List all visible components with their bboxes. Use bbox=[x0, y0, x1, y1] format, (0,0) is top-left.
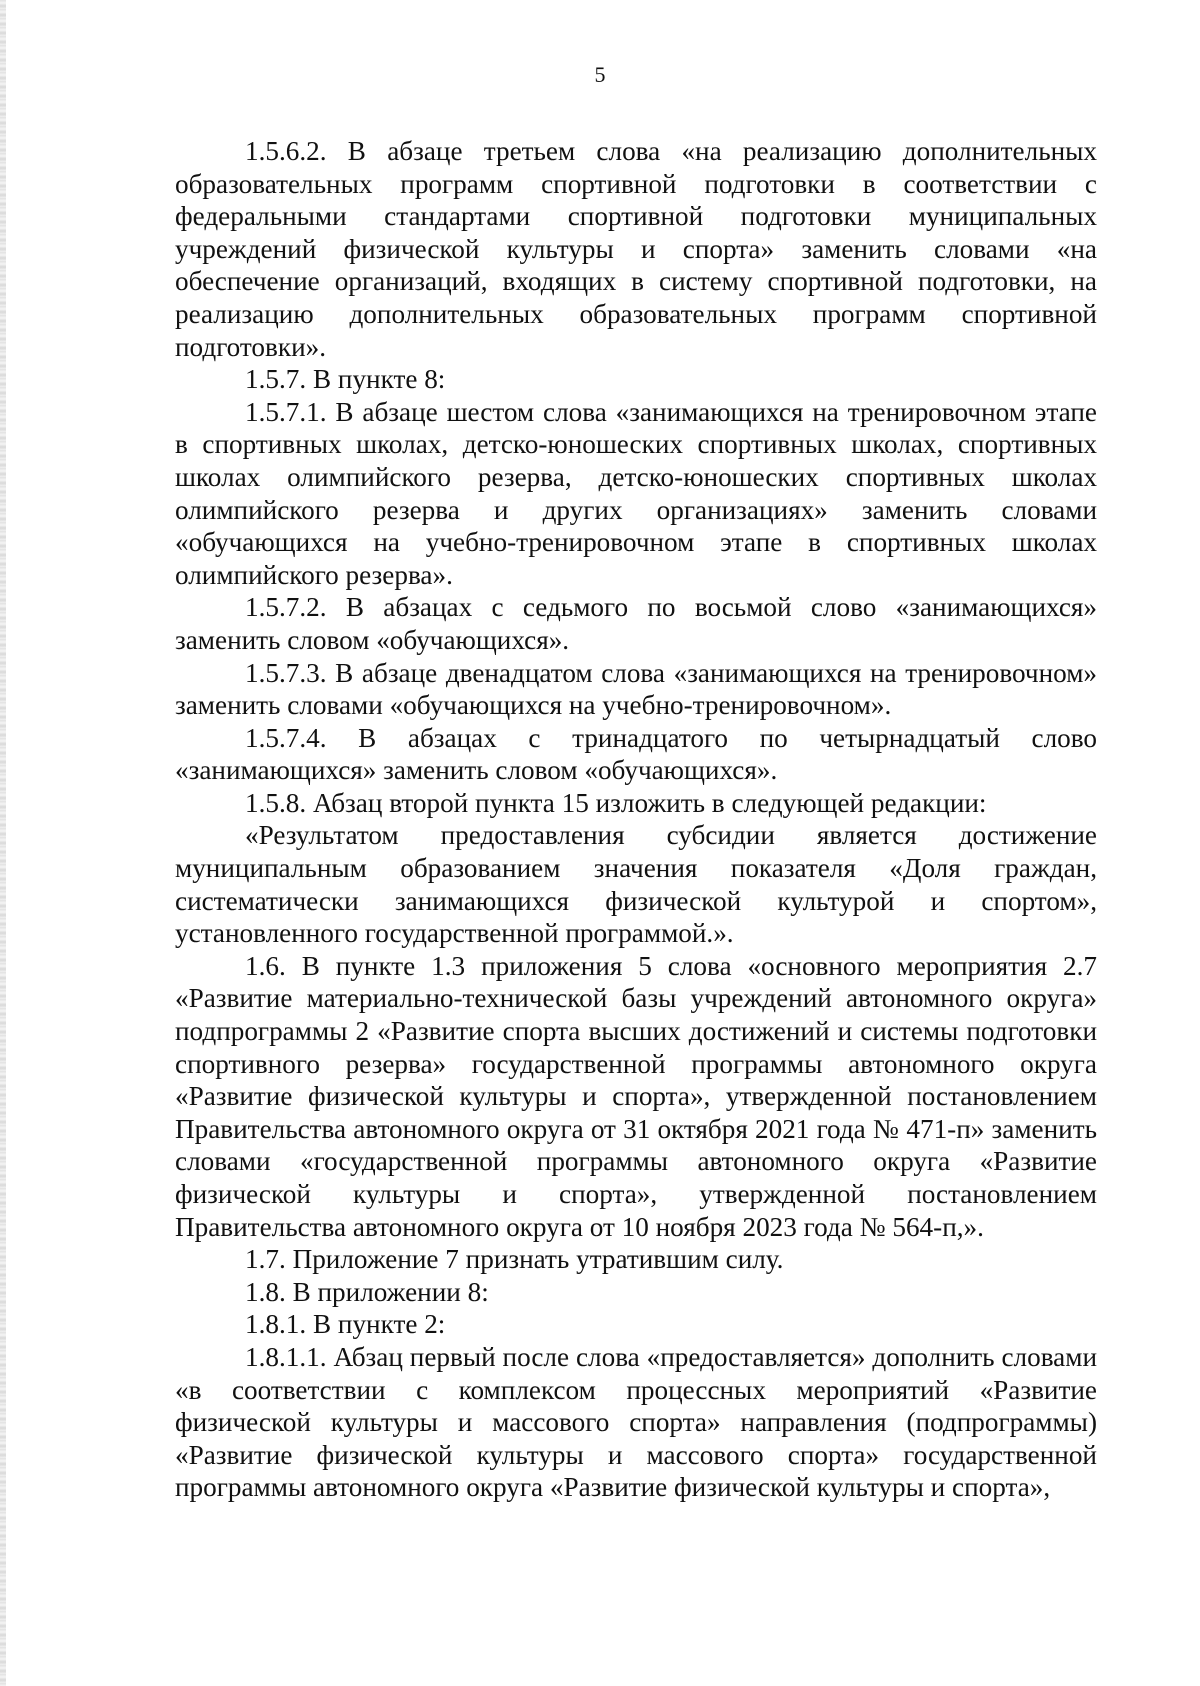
paragraph-1-5-7-4: 1.5.7.4. В абзацах с тринадцатого по четырнадцатый слово «занимающихся» заменить словом «обучающихся». bbox=[175, 722, 1097, 786]
paragraph-1-5-7-1: 1.5.7.1. В абзаце шестом слова «занимающихся на тренировочном этапе в спортивных школах, детско-юношеских спортивных школах, спортивных школах олимпийского резерва, детско-юношеских спортивных школах олимпийского резерва и других организациях» заменить словами «обучающихся на учебно-тренировочном этапе в спортивных школах олимпийского резерва». bbox=[175, 396, 1097, 590]
paragraph-1-5-7-2: 1.5.7.2. В абзацах с седьмого по восьмой слово «занимающихся» заменить словом «обучающихся». bbox=[175, 592, 1097, 655]
paragraph-1-8-1: 1.8.1. В пункте 2: bbox=[245, 1309, 446, 1340]
paragraph-1-8-1-1: 1.8.1.1. Абзац первый после слова «предоставляется» дополнить словами «в соответствии с комплексом процессных мероприятий «Развитие физической культуры и массового спорта» направления (подпрограммы) «Развитие физической культуры и массового спорта» государственной программы автономного округа «Развитие физической культуры и спорта», bbox=[175, 1341, 1097, 1503]
paragraph-quoted-result: «Результатом предоставления субсидии является достижение муниципальным образованием значения показателя «Доля граждан, систематически занимающихся физической культурой и спортом», установленного государственной программой.». bbox=[175, 820, 1097, 949]
paragraph-1-5-8: 1.5.8. Абзац второй пункта 15 изложить в следующей редакции: bbox=[245, 787, 987, 818]
paragraph-1-8: 1.8. В приложении 8: bbox=[245, 1276, 489, 1307]
document-body bbox=[175, 135, 1097, 1504]
scan-edge bbox=[0, 0, 6, 1686]
paragraph-1-5-7: 1.5.7. В пункте 8: bbox=[245, 364, 446, 395]
paragraph-1-5-6-2: 1.5.6.2. В абзаце третьем слова «на реализацию дополнительных образовательных программ спортивной подготовки в соответствии с федеральными стандартами спортивной подготовки муниципальных учреждений физической культуры и спорта» заменить словами «на обеспечение организаций, входящих в систему спортивной подготовки, на реализацию дополнительных образовательных программ спортивной подготовки». bbox=[175, 136, 1097, 362]
paragraph-1-6: 1.6. В пункте 1.3 приложения 5 слова «основного мероприятия 2.7 «Развитие материально-технической базы учреждений автономного округа» подпрограммы 2 «Развитие спорта высших достижений и системы подготовки спортивного резерва» государственной программы автономного округа «Развитие физической культуры и спорта», утвержденной постановлением Правительства автономного округа от 31 октября 2021 года № 471-п» заменить словами «государственной программы автономного округа «Развитие физической культуры и спорта», утвержденной постановлением Правительства автономного округа от 10 ноября 2023 года № 564-п,». bbox=[175, 950, 1097, 1242]
paragraph-1-7: 1.7. Приложение 7 признать утратившим силу. bbox=[245, 1244, 784, 1275]
page-number: 5 bbox=[594, 62, 606, 87]
paragraph-1-5-7-3: 1.5.7.3. В абзаце двенадцатом слова «занимающихся на тренировочном» заменить словами «обучающихся на учебно-тренировочном». bbox=[175, 657, 1097, 721]
